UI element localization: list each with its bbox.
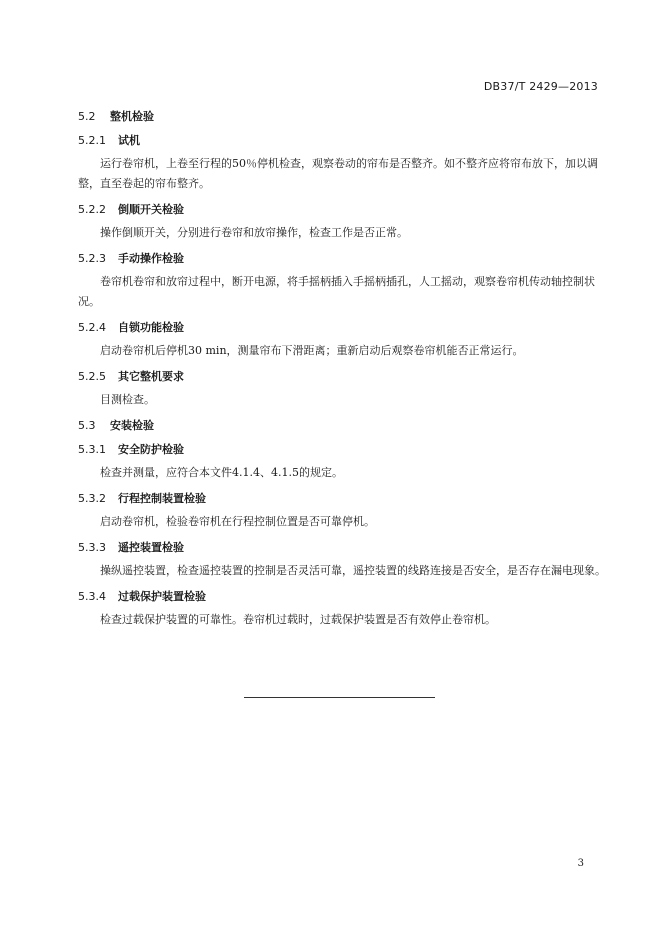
section-heading-5-2-1	[78, 131, 606, 151]
paragraph: 操纵遥控装置，检查遥控装置的控制是否灵活可靠，遥控装置的线路连接是否安全，是否存在漏电现象。	[100, 564, 606, 577]
end-rule	[244, 697, 435, 698]
section-number: 5.2.3	[78, 252, 106, 265]
paragraph: 启动卷帘机，检验卷帘机在行程控制位置是否可靠停机。	[100, 515, 375, 528]
section-title: 遥控装置检验	[118, 541, 184, 554]
section-title: 其它整机要求	[118, 370, 184, 383]
section-heading-5-2-3	[78, 249, 606, 269]
paragraph: 卷帘机卷帘和放帘过程中，断开电源，将手摇柄插入手摇柄插孔，人工摇动，观察卷帘机传动轴控制状况。	[78, 275, 595, 308]
section-heading-5-3	[78, 416, 606, 436]
section-title: 试机	[118, 134, 140, 147]
section-number: 5.3	[78, 419, 96, 432]
section-heading-5-2-2	[78, 200, 606, 220]
paragraph: 检查并测量，应符合本文件4.1.4、4.1.5的规定。	[100, 466, 343, 479]
section-heading-5-3-2	[78, 489, 606, 509]
section-heading-5-2	[78, 107, 606, 127]
document-body	[78, 105, 606, 636]
section-heading-5-3-1	[78, 440, 606, 460]
page-number: 3	[577, 858, 584, 869]
section-title: 整机检验	[110, 110, 154, 123]
section-number: 5.2	[78, 110, 96, 123]
section-title: 倒顺开关检验	[118, 203, 184, 216]
section-heading-5-2-4	[78, 318, 606, 338]
section-number: 5.2.1	[78, 134, 106, 147]
section-number: 5.3.4	[78, 590, 106, 603]
paragraph: 操作倒顺开关，分别进行卷帘和放帘操作，检查工作是否正常。	[100, 226, 408, 239]
section-title: 自锁功能检验	[118, 321, 184, 334]
paragraph: 启动卷帘机后停机30 min，测量帘布下滑距离；重新启动后观察卷帘机能否正常运行。	[100, 344, 524, 357]
section-heading-5-3-3	[78, 538, 606, 558]
section-title: 手动操作检验	[118, 252, 184, 265]
section-title: 安全防护检验	[118, 443, 184, 456]
section-title: 过载保护装置检验	[118, 590, 206, 603]
section-number: 5.3.1	[78, 443, 106, 456]
section-number: 5.2.2	[78, 203, 106, 216]
section-number: 5.3.3	[78, 541, 106, 554]
paragraph: 目测检查。	[100, 393, 155, 406]
section-title: 行程控制装置检验	[118, 492, 206, 505]
section-number: 5.2.4	[78, 321, 106, 334]
section-number: 5.2.5	[78, 370, 106, 383]
document-code: DB37/T 2429—2013	[483, 80, 598, 93]
section-title: 安装检验	[110, 419, 154, 432]
section-heading-5-2-5	[78, 367, 606, 387]
paragraph: 检查过载保护装置的可靠性。卷帘机过载时，过载保护装置是否有效停止卷帘机。	[100, 613, 496, 626]
section-heading-5-3-4	[78, 587, 606, 607]
section-number: 5.3.2	[78, 492, 106, 505]
paragraph: 运行卷帘机，上卷至行程的50％停机检查，观察卷动的帘布是否整齐。如不整齐应将帘布放下，加以调整，直至卷起的帘布整齐。	[78, 157, 598, 190]
